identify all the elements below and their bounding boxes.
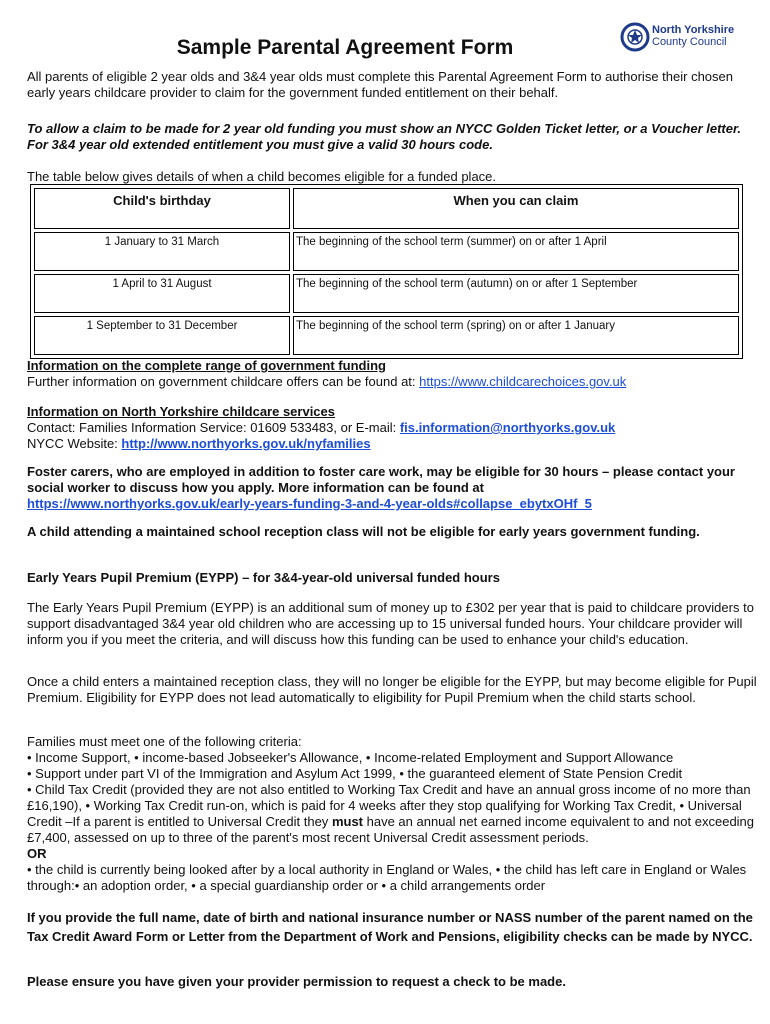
table-cell-birthday: 1 September to 31 December: [34, 316, 290, 355]
funding-requirement-note: To allow a claim to be made for 2 year old funding you must show an NYCC Golden Ticket letter, or a Voucher letter. For 3&4 year old extended entitlement you must give a valid 30 hours code.: [27, 121, 741, 152]
table-row: [34, 274, 739, 313]
page-title: Sample Parental Agreement Form: [176, 36, 514, 59]
eypp-paragraph-2: Once a child enters a maintained reception class, they will no longer be eligible for the EYPP, but may become eligible for Pupil Premium. Eligibility for EYPP does not lead automatically to eligibility for Pupil Premium when the child starts school.: [27, 674, 757, 705]
table-cell-birthday: 1 January to 31 March: [34, 232, 290, 271]
foster-carers-note: [27, 464, 757, 512]
intro-paragraph: All parents of eligible 2 year olds and 3&4 year olds must complete this Parental Agreement Form to authorise their chosen early years childcare provider to claim for the government funded entitlement on their behalf.: [27, 69, 733, 100]
table-header-claim: When you can claim: [293, 188, 739, 229]
ny-services-section: [27, 404, 757, 452]
criteria-line: • the child is currently being looked after by a local authority in England or Wales, • the child has left care in England or Wales through:• an adoption order, • a special guardianship order or • a child arrangements order: [27, 862, 747, 893]
table-cell-claim: The beginning of the school term (summer) on or after 1 April: [293, 232, 739, 271]
table-cell-birthday: 1 April to 31 August: [34, 274, 290, 313]
table-header-birthday: Child's birthday: [34, 188, 290, 229]
contact-text: Contact: Families Information Service: 01609 533483, or E-mail:: [27, 420, 400, 435]
permission-note: Please ensure you have given your provider permission to request a check to be made.: [27, 974, 566, 989]
eypp-paragraph-1: The Early Years Pupil Premium (EYPP) is an additional sum of money up to £302 per year that is paid to childcare providers to support disadvantaged 3&4 year old children who are accessing up to 15 universal funded hours. Your childcare provider will inform you if you meet the criteria, and will discuss how this funding can be used to enhance your child's education.: [27, 600, 754, 647]
eligibility-table: [30, 184, 743, 359]
table-cell-claim: The beginning of the school term (spring) on or after 1 January: [293, 316, 739, 355]
table-row: [34, 232, 739, 271]
or-separator: OR: [27, 846, 47, 861]
gov-funding-text: Further information on government childcare offers can be found at:: [27, 374, 420, 389]
provide-details-note: If you provide the full name, date of birth and national insurance number or NASS number of the parent named on the Tax Credit Award Form or Letter from the Department of Work and Pensions, eligibility checks can be made by NYCC.: [27, 910, 753, 944]
table-header-row: [34, 188, 739, 229]
logo-line2: County Council: [652, 36, 727, 48]
table-row: [34, 316, 739, 355]
criteria-line: • Support under part VI of the Immigration and Asylum Act 1999, • the guaranteed element of State Pension Credit: [27, 766, 683, 781]
website-link[interactable]: http://www.northyorks.gov.uk/nyfamilies: [121, 436, 371, 451]
email-link[interactable]: fis.information@northyorks.gov.uk: [399, 420, 616, 435]
childcarechoices-link[interactable]: https://www.childcarechoices.gov.uk: [419, 374, 627, 389]
foster-link[interactable]: https://www.northyorks.gov.uk/early-years-funding-3-and-4-year-olds#collapse_ebytxOHf_5: [27, 496, 592, 511]
eypp-heading: Early Years Pupil Premium (EYPP) – for 3&4-year-old universal funded hours: [27, 570, 500, 585]
table-cell-claim: The beginning of the school term (autumn) on or after 1 September: [293, 274, 739, 313]
criteria-section: [27, 734, 757, 894]
must-emphasis: must: [331, 814, 363, 829]
website-label: NYCC Website:: [27, 436, 122, 451]
criteria-intro: Families must meet one of the following criteria:: [27, 734, 302, 749]
logo-line1: North Yorkshire: [652, 24, 735, 36]
gov-funding-section: [27, 358, 757, 390]
foster-text: Foster carers, who are employed in addition to foster care work, may be eligible for 30 hours – please contact your social worker to discuss how you apply. More information can be found at: [27, 464, 735, 495]
criteria-line: • Income Support, • income-based Jobseeker's Allowance, • Income-related Employment and Support Allowance: [27, 750, 674, 765]
criteria-line: • Child Tax Credit (provided they are not also entitled to Working Tax Credit and have an annual gross income of no more than £16,190), • Working Tax Credit run-on, which is paid for 4 weeks after they stop qualifying for Working Tax Credit, • Universal Credit –If a parent is entitled to Universal Credit they must have an annual net earned income equivalent to and not exceeding £7,400, assessed on up to three of the parent's most recent Universal Credit assessment periods.: [27, 782, 755, 845]
table-intro: The table below gives details of when a child becomes eligible for a funded place.: [27, 169, 497, 184]
gov-funding-heading: Information on the complete range of government funding: [27, 358, 386, 373]
reception-note: A child attending a maintained school reception class will not be eligible for early years government funding.: [27, 524, 700, 539]
ny-services-heading: Information on North Yorkshire childcare services: [27, 404, 336, 419]
